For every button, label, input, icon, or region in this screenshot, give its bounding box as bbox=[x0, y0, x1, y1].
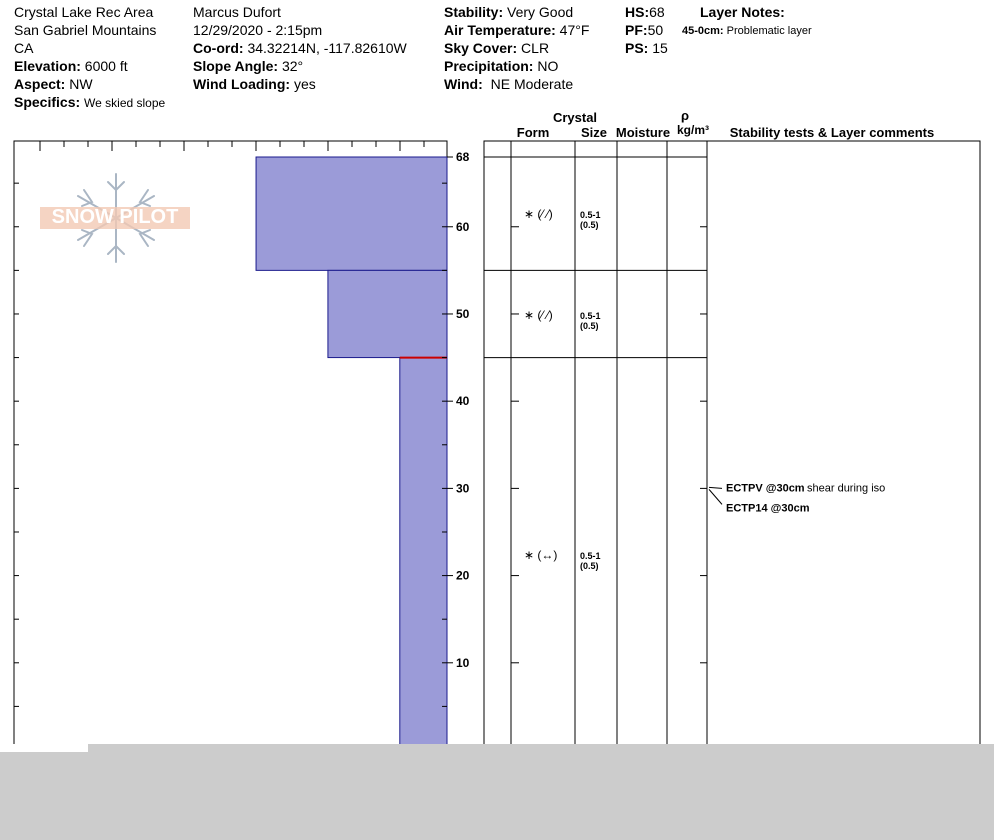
slope-label: Slope Angle: bbox=[193, 58, 279, 74]
layer-table-frame bbox=[484, 141, 980, 750]
slope-value: 32° bbox=[281, 58, 304, 74]
depth-tick-label: 60 bbox=[456, 219, 470, 234]
ps-value: 15 bbox=[652, 40, 668, 56]
moisture-label: Moisture bbox=[615, 125, 671, 140]
form-label: Form bbox=[516, 125, 550, 140]
elevation-label: Elevation: bbox=[14, 58, 81, 74]
crystal-form-symbol: ∗ (⁄ ⁄) bbox=[524, 207, 553, 221]
crystal-form-symbol: ∗ (⁄ ⁄) bbox=[524, 308, 553, 322]
stability-test-code: ECTPV @30cm bbox=[726, 482, 805, 495]
hardness-layer-bar bbox=[256, 157, 447, 270]
depth-tick-label: 68 bbox=[456, 150, 470, 164]
wind-label: Wind: bbox=[444, 76, 483, 92]
depth-tick-label: 10 bbox=[456, 655, 470, 670]
layer-note-depth: 45-0cm: bbox=[682, 25, 724, 37]
stability-value: Very Good bbox=[507, 4, 574, 20]
location-line3: CA bbox=[14, 40, 34, 56]
location-line1: Crystal Lake Rec Area bbox=[14, 4, 154, 20]
wind-loading-value: yes bbox=[293, 76, 316, 92]
depth-tick-label: 20 bbox=[456, 568, 470, 583]
observer-name: Marcus Dufort bbox=[193, 4, 281, 20]
hs-value: 68 bbox=[649, 4, 665, 20]
crystal-size-avg: (0.5) bbox=[580, 321, 599, 331]
location-line2: San Gabriel Mountains bbox=[14, 22, 157, 38]
hardness-layer-bar bbox=[400, 358, 447, 750]
coord-value: 34.32214N, -117.82610W bbox=[247, 40, 407, 56]
sky-label: Sky Cover: bbox=[444, 40, 518, 56]
crystal-size-avg: (0.5) bbox=[580, 220, 599, 230]
wind-loading-label: Wind Loading: bbox=[193, 76, 291, 92]
precip-value: NO bbox=[537, 58, 559, 74]
coord-label: Co-ord: bbox=[193, 40, 244, 56]
depth-tick-label: 30 bbox=[456, 481, 470, 496]
air-temp-value: 47°F bbox=[559, 22, 590, 38]
logo-text: SNOW PILOT bbox=[51, 206, 179, 228]
hardness-layer-bar bbox=[328, 270, 447, 357]
test-pointer-line bbox=[709, 487, 722, 488]
ps-label: PS: bbox=[625, 40, 649, 56]
elevation-value: 6000 ft bbox=[84, 58, 128, 74]
crystal-size-range: 0.5-1 bbox=[580, 311, 601, 321]
specifics-label: Specifics: bbox=[14, 94, 81, 110]
observation-datetime: 12/29/2020 - 2:15pm bbox=[193, 22, 323, 38]
crystal-label: Crystal bbox=[552, 110, 598, 125]
bottom-gray-notch bbox=[0, 744, 88, 752]
stability-test-code: ECTP14 @30cm bbox=[726, 502, 810, 515]
bottom-gray-band bbox=[0, 744, 994, 840]
crystal-size-avg: (0.5) bbox=[580, 561, 599, 571]
sky-value: CLR bbox=[521, 40, 550, 56]
test-pointer-line bbox=[709, 489, 722, 504]
aspect-label: Aspect: bbox=[14, 76, 66, 92]
layer-note-text: Problematic layer bbox=[726, 25, 812, 37]
pf-value: 50 bbox=[647, 22, 664, 38]
depth-tick-label: 50 bbox=[456, 306, 470, 321]
pf-label: PF: bbox=[625, 22, 648, 38]
stability-test-comment: shear during iso bbox=[807, 482, 886, 495]
crystal-form-symbol: ∗ (↔) bbox=[524, 548, 558, 562]
crystal-size-range: 0.5-1 bbox=[580, 551, 601, 561]
density-unit-label: kg/m³ bbox=[676, 123, 709, 137]
aspect-value: NW bbox=[69, 76, 93, 92]
crystal-size-range: 0.5-1 bbox=[580, 210, 601, 220]
precip-label: Precipitation: bbox=[444, 58, 534, 74]
specifics-value: We skied slope bbox=[84, 96, 166, 110]
layer-notes-title: Layer Notes: bbox=[700, 4, 785, 20]
hs-label: HS: bbox=[625, 4, 650, 20]
depth-tick-label: 40 bbox=[456, 394, 470, 409]
stability-tests-label: Stability tests & Layer comments bbox=[729, 125, 935, 140]
air-temp-label: Air Temperature: bbox=[444, 22, 556, 38]
rho-label: ρ bbox=[680, 108, 690, 123]
wind-value: NE Moderate bbox=[490, 76, 574, 92]
size-label: Size bbox=[580, 125, 607, 140]
stability-label: Stability: bbox=[444, 4, 504, 20]
